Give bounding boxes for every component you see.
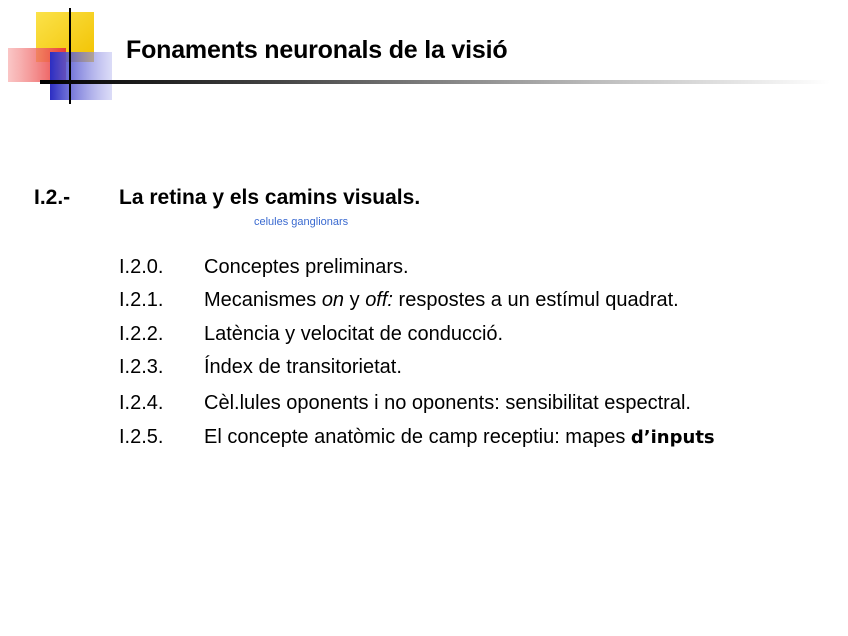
item-text <box>204 426 715 449</box>
section-number: I.2.- <box>34 186 71 209</box>
item-number: I.2.4. <box>119 392 164 414</box>
slide-logo-squares <box>0 0 120 110</box>
item-text: Cèl.lules oponents i no oponents: sensibilitat espectral. <box>204 392 691 414</box>
item-text-part: El concepte anatòmic de camp receptiu: mapes <box>204 426 631 448</box>
item-text: Índex de transitorietat. <box>204 356 402 378</box>
item-text <box>204 289 679 312</box>
item-number: I.2.1. <box>119 289 164 311</box>
item-text-bold: d’inputs <box>630 427 715 448</box>
item-text-italic-on: on <box>321 289 345 311</box>
item-number: I.2.2. <box>119 323 164 345</box>
item-number: I.2.0. <box>119 256 164 278</box>
slide-title: Fonaments neuronals de la visió <box>126 36 508 64</box>
item-text-part: Mecanismes <box>204 289 322 311</box>
title-underline <box>40 80 830 84</box>
item-text-italic-off: off: <box>365 289 393 311</box>
item-number: I.2.5. <box>119 426 164 448</box>
handwritten-note: celules ganglionars <box>254 216 349 228</box>
item-text: Latència y velocitat de conducció. <box>204 323 504 345</box>
item-number: I.2.3. <box>119 356 164 378</box>
section-title: La retina y els camins visuals. <box>119 186 421 209</box>
item-text-part: respostes a un estímul quadrat. <box>392 289 679 311</box>
item-text-part: y <box>344 289 366 311</box>
item-text: Conceptes preliminars. <box>204 256 409 278</box>
